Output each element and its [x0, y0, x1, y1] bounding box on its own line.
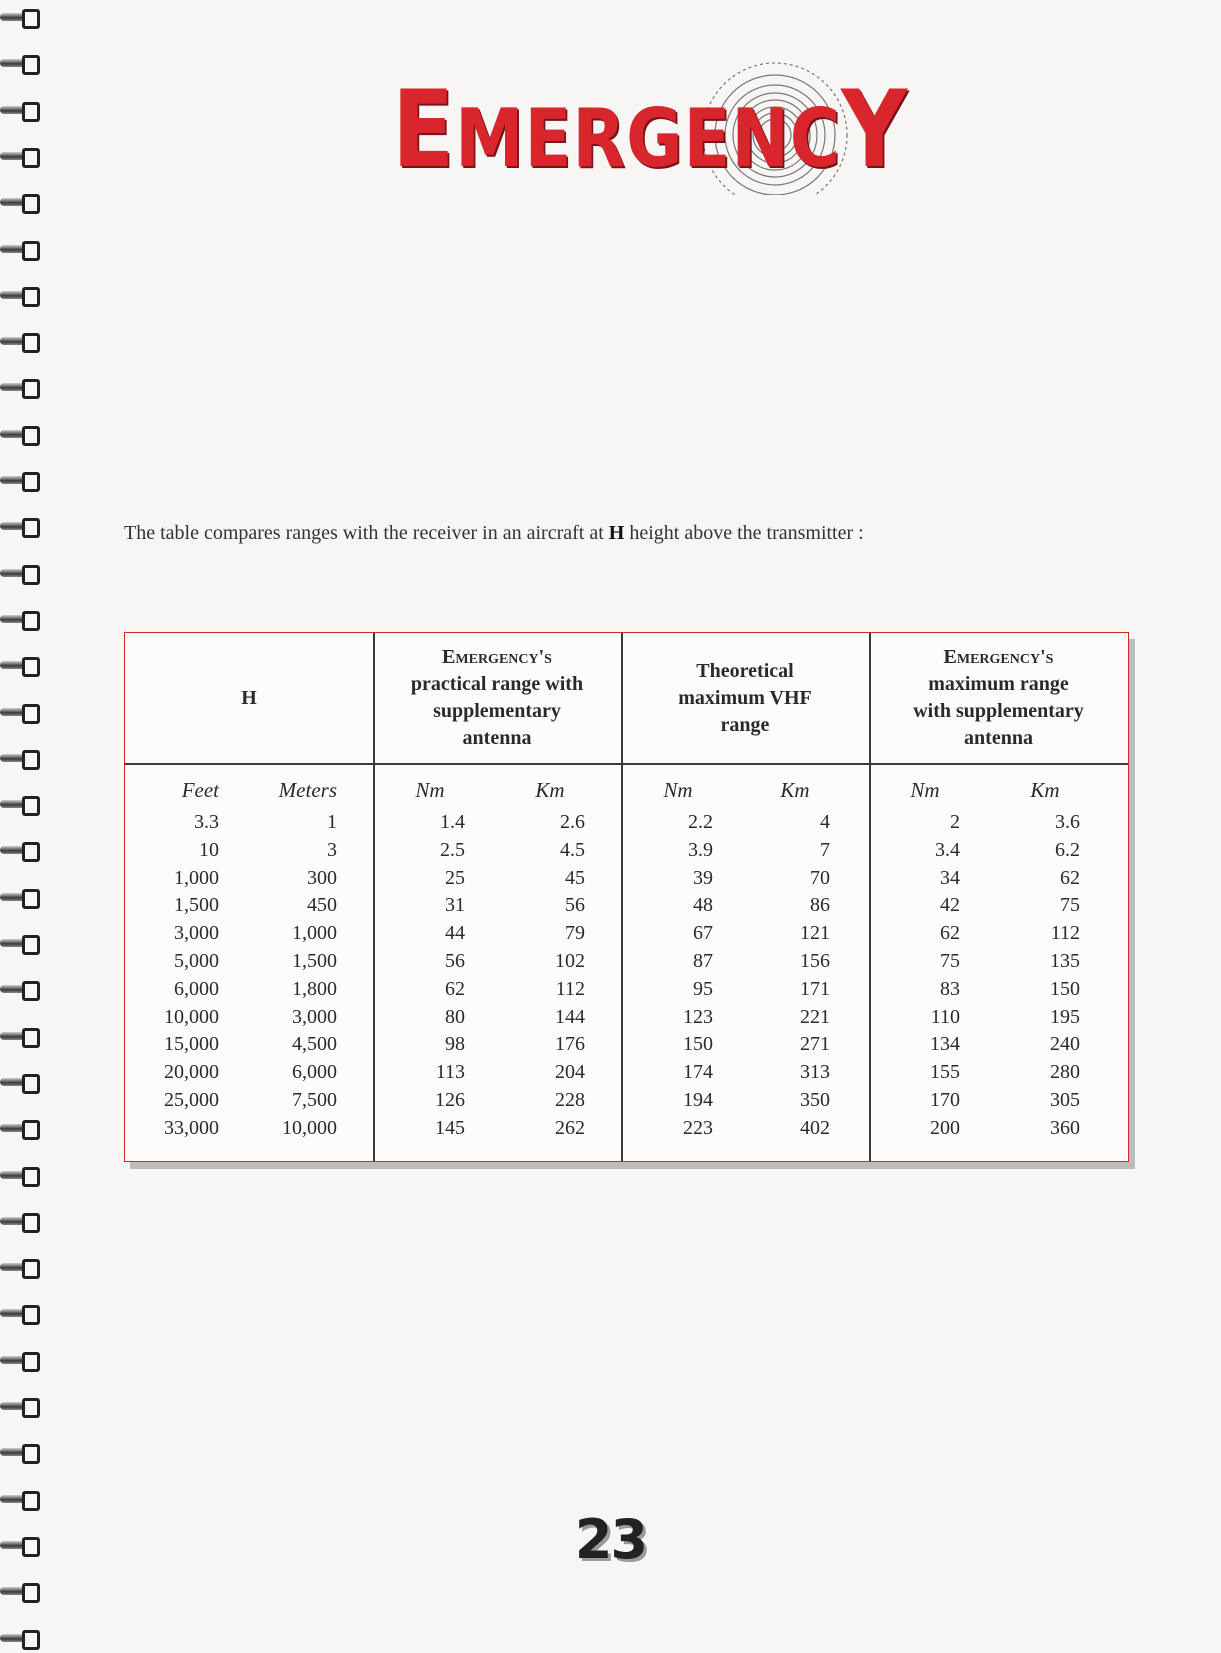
- table-cell: 1.4: [440, 811, 465, 833]
- table-cell: 402: [800, 1116, 830, 1139]
- table-cell: 150: [683, 1033, 713, 1056]
- table-cell: 7: [820, 838, 830, 861]
- table-cell: 4,500: [292, 1033, 337, 1056]
- page-number: 23: [574, 1508, 647, 1571]
- table-cell: 1,000: [292, 922, 337, 945]
- binding-coil: [0, 1023, 38, 1049]
- binding-coil: [0, 97, 38, 123]
- header-line: antenna: [964, 727, 1033, 749]
- table-cell: 204: [555, 1061, 585, 1084]
- column-subheader: Km: [780, 778, 810, 802]
- table-cell: 156: [800, 949, 830, 972]
- logo-first-letter: E: [392, 68, 456, 191]
- table-cell: 4.5: [560, 838, 585, 861]
- table-cell: 271: [800, 1033, 830, 1056]
- spiral-binding: [0, 0, 40, 1653]
- table-cell: 2.5: [440, 838, 465, 861]
- table-cell: 25: [445, 866, 465, 889]
- emergency-logo: [380, 45, 909, 195]
- column-practical-nm: [395, 775, 465, 1143]
- table-cell: 31: [445, 894, 465, 917]
- header-line: supplementary: [433, 700, 561, 722]
- header-practical-range: [373, 633, 621, 763]
- table-cell: 126: [435, 1088, 465, 1111]
- table-cell: 39: [693, 866, 713, 889]
- table-cell: 34: [940, 866, 960, 889]
- table-cell: 262: [555, 1116, 585, 1139]
- header-line: Theoretical: [696, 659, 794, 682]
- table-cell: 313: [800, 1061, 830, 1084]
- column-theoretical-km: [760, 775, 830, 1143]
- table-cell: 1: [327, 811, 337, 833]
- binding-coil: [0, 1347, 38, 1373]
- binding-coil: [0, 1393, 38, 1419]
- column-feet: [155, 775, 219, 1143]
- column-subheader: Feet: [181, 778, 219, 802]
- binding-coil: [0, 189, 38, 215]
- binding-coil: [0, 1625, 38, 1651]
- table-cell: 6.2: [1055, 838, 1080, 861]
- table-cell: 70: [810, 866, 830, 889]
- table-cell: 15,000: [164, 1033, 219, 1056]
- logo-last-letter: Y: [841, 68, 909, 191]
- table-cell: 1,500: [174, 894, 219, 917]
- table-cell: 1,000: [174, 866, 219, 889]
- table-cell: 79: [565, 922, 585, 945]
- column-subheader: Nm: [415, 778, 445, 802]
- logo-wordmark: [392, 68, 909, 191]
- table-cell: 56: [445, 949, 465, 972]
- column-theoretical-nm: [643, 775, 713, 1143]
- table-cell: 144: [555, 1005, 585, 1028]
- table-cell: 228: [555, 1088, 585, 1111]
- column-subheader: Km: [1030, 778, 1060, 802]
- table-cell: 87: [693, 949, 713, 972]
- binding-coil: [0, 50, 38, 76]
- header-line: Emergency's: [442, 646, 552, 668]
- table-cell: 3.9: [688, 838, 713, 861]
- table-cell: 10,000: [164, 1005, 219, 1028]
- table-cell: 62: [1060, 866, 1080, 889]
- binding-coil: [0, 884, 38, 910]
- table-cell: 176: [555, 1033, 585, 1056]
- table-cell: 3,000: [174, 922, 219, 945]
- table-cell: 360: [1050, 1116, 1080, 1139]
- logo-middle-letters: MERGENC: [455, 92, 842, 185]
- header-line: practical range with: [410, 673, 584, 695]
- binding-coil: [0, 4, 38, 30]
- table-cell: 56: [565, 894, 585, 917]
- table-cell: 1,500: [292, 949, 337, 972]
- binding-coil: [0, 143, 38, 169]
- header-line: maximum range: [928, 673, 1069, 695]
- table-cell: 223: [683, 1116, 713, 1139]
- binding-coil: [0, 745, 38, 771]
- binding-coil: [0, 1578, 38, 1604]
- table-cell: 3.6: [1055, 811, 1080, 833]
- table-cell: 170: [930, 1088, 960, 1111]
- binding-coil: [0, 699, 38, 725]
- header-line: antenna: [462, 727, 532, 749]
- table-cell: 2: [950, 811, 960, 833]
- binding-coil: [0, 421, 38, 447]
- table-cell: 2.6: [560, 811, 585, 833]
- table-cell: 33,000: [164, 1116, 219, 1139]
- binding-coil: [0, 1162, 38, 1188]
- table-cell: 110: [930, 1005, 960, 1028]
- table-cell: 195: [1050, 1005, 1080, 1028]
- table-cell: 113: [435, 1061, 465, 1084]
- table-cell: 150: [1050, 977, 1080, 1000]
- table-cell: 83: [940, 977, 960, 1000]
- binding-coil: [0, 467, 38, 493]
- table-cell: 3,000: [292, 1005, 337, 1028]
- header-maximum-range: [869, 633, 1128, 763]
- table-cell: 280: [1050, 1061, 1080, 1084]
- column-maximum-km: [1010, 775, 1080, 1143]
- table-cell: 240: [1050, 1033, 1080, 1056]
- table-cell: 42: [940, 894, 960, 917]
- table-cell: 5,000: [174, 949, 219, 972]
- table-cell: 10,000: [282, 1116, 337, 1139]
- table-cell: 174: [683, 1061, 713, 1084]
- table-cell: 86: [810, 894, 830, 917]
- header-divider: [125, 763, 1128, 765]
- binding-coil: [0, 374, 38, 400]
- table-cell: 300: [307, 866, 337, 889]
- intro-after: height above the transmitter :: [624, 522, 864, 544]
- table-cell: 350: [800, 1088, 830, 1111]
- binding-coil: [0, 560, 38, 586]
- table-cell: 80: [445, 1005, 465, 1028]
- header-line: maximum VHF: [678, 686, 812, 709]
- binding-coil: [0, 1208, 38, 1234]
- binding-coil: [0, 513, 38, 539]
- table-cell: 95: [693, 977, 713, 1000]
- table-cell: 62: [445, 977, 465, 1000]
- column-practical-km: [515, 775, 585, 1143]
- table-cell: 2.2: [688, 811, 713, 833]
- binding-coil: [0, 837, 38, 863]
- table-cell: 194: [683, 1088, 713, 1111]
- binding-coil: [0, 328, 38, 354]
- table-cell: 20,000: [164, 1061, 219, 1084]
- binding-coil: [0, 1115, 38, 1141]
- binding-coil: [0, 976, 38, 1002]
- table-cell: 3.4: [935, 838, 960, 861]
- header-h-label: H: [241, 686, 257, 709]
- table-cell: 305: [1050, 1088, 1080, 1111]
- table-cell: 171: [800, 977, 830, 1000]
- table-cell: 1,800: [292, 977, 337, 1000]
- header-h: [125, 633, 373, 763]
- table-cell: 75: [1060, 894, 1080, 917]
- intro-text: [124, 522, 1124, 545]
- table-cell: 221: [800, 1005, 830, 1028]
- table-cell: 145: [435, 1116, 465, 1139]
- table-cell: 200: [930, 1116, 960, 1139]
- table-cell: 44: [445, 922, 465, 945]
- column-maximum-nm: [890, 775, 960, 1143]
- table-cell: 25,000: [164, 1088, 219, 1111]
- intro-bold-h: H: [608, 522, 625, 544]
- intro-before: The table compares ranges with the receiver in an aircraft at: [124, 522, 609, 544]
- binding-coil: [0, 282, 38, 308]
- table-cell: 135: [1050, 949, 1080, 972]
- table-cell: 45: [565, 866, 585, 889]
- table-cell: 10: [199, 838, 219, 861]
- column-meters: [235, 775, 337, 1143]
- table-cell: 4: [820, 811, 830, 833]
- table-cell: 6,000: [292, 1061, 337, 1084]
- binding-coil: [0, 1300, 38, 1326]
- table-cell: 450: [307, 894, 337, 917]
- header-line: range: [720, 713, 770, 736]
- binding-coil: [0, 606, 38, 632]
- column-subheader: Km: [535, 778, 565, 802]
- header-line: Emergency's: [943, 646, 1054, 668]
- table-cell: 134: [930, 1033, 960, 1056]
- table-cell: 7,500: [292, 1088, 337, 1111]
- range-table: [124, 632, 1129, 1162]
- header-theoretical-range: [621, 633, 869, 763]
- table-cell: 123: [683, 1005, 713, 1028]
- binding-coil: [0, 652, 38, 678]
- table-cell: 48: [693, 894, 713, 917]
- binding-coil: [0, 1439, 38, 1465]
- table-cell: 62: [940, 922, 960, 945]
- table-cell: 6,000: [174, 977, 219, 1000]
- header-line: with supplementary: [913, 700, 1084, 722]
- table-cell: 3: [327, 838, 337, 861]
- binding-coil: [0, 236, 38, 262]
- table-cell: 112: [1050, 922, 1080, 945]
- table-cell: 98: [445, 1033, 465, 1056]
- binding-coil: [0, 930, 38, 956]
- table-cell: 75: [940, 949, 960, 972]
- table-cell: 112: [555, 977, 585, 1000]
- column-subheader: Nm: [910, 778, 940, 802]
- table-cell: 121: [800, 922, 830, 945]
- table-cell: 102: [555, 949, 585, 972]
- binding-coil: [0, 791, 38, 817]
- binding-coil: [0, 1069, 38, 1095]
- binding-coil: [0, 1254, 38, 1280]
- table-cell: 67: [693, 922, 713, 945]
- table-cell: 155: [930, 1061, 960, 1084]
- table-cell: 3.3: [194, 811, 219, 833]
- column-subheader: Meters: [278, 778, 337, 802]
- column-subheader: Nm: [663, 778, 693, 802]
